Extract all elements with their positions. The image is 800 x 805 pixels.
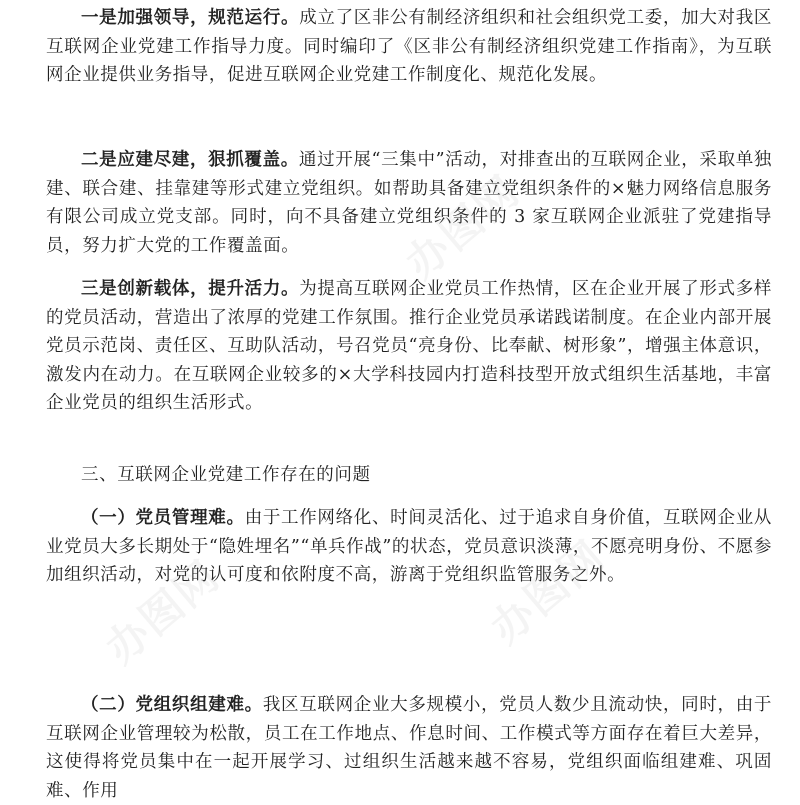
- paragraph-lead: （二）党组织组建难。: [81, 695, 263, 715]
- watermark: 办图网: [481, 530, 614, 654]
- section-heading-problems: [46, 461, 772, 490]
- paragraph-body: 我区互联网企业大多规模小，党员人数少且流动快，同时，由于互联网企业管理较为松散，员工在工作地点、作息时间、工作模式等方面存在着巨大差异，这使得将党员集中在一起开展学习、过组织生活越来越不容易，党组织面临组建难、巩固难、作用: [46, 695, 772, 801]
- paragraph-body: 通过开展“三集中”活动，对排查出的互联网企业，采取单独建、联合建、挂靠建等形式建立党组织。如帮助具备建立党组织条件的×魅力网络信息服务有限公司成立党支部。同时，向不具备建立党组织条件的 3 家互联网企业派驻了党建指导员，努力扩大党的工作覆盖面。: [46, 150, 773, 256]
- paragraph-body: 为提高互联网企业党员工作热情，区在企业开展了形式多样的党员活动，营造出了浓厚的党建工作氛围。推行企业党员承诺践诺制度。在企业内部开展党员示范岗、责任区、互助队活动，号召党员“亮身份、比奉献、树形象”，增强主体意识，激发内在动力。在互联网企业较多的×大学科技园内打造科技型开放式组织生活基地，丰富企业党员的组织生活形式。: [46, 279, 772, 414]
- paragraph-lead: 三是创新载体，提升活力。: [81, 279, 300, 299]
- paragraph-innovate-carriers: [46, 275, 772, 418]
- paragraph-lead: （一）党员管理难。: [81, 508, 245, 528]
- paragraph-lead: 一是加强领导，规范运行。: [81, 8, 300, 28]
- paragraph-organization-building: [46, 691, 772, 805]
- watermark: 办图网: [96, 550, 229, 674]
- paragraph-lead: 二是应建尽建，狠抓覆盖。: [81, 150, 299, 170]
- paragraph-body: 成立了区非公有制经济组织和社会组织党工委，加大对我区互联网企业党建工作指导力度。同时编印了《区非公有制经济组织党建工作指南》，为互联网企业提供业务指导，促进互联网企业党建工作制度化、规范化发展。: [46, 8, 772, 86]
- paragraph-member-management: [46, 504, 772, 590]
- paragraph-strengthen-leadership: [46, 4, 772, 90]
- watermark: 办图网: [396, 165, 529, 289]
- paragraph-full-coverage: [46, 146, 772, 260]
- paragraph-body: 由于工作网络化、时间灵活化、过于追求自身价值，互联网企业从业党员大多长期处于“隐姓埋名”“单兵作战”的状态，党员意识淡薄，不愿亮明身份、不愿参加组织活动，对党的认可度和依附度不高，游离于党组织监管服务之外。: [46, 508, 772, 586]
- section-heading-text: 三、互联网企业党建工作存在的问题: [81, 465, 371, 485]
